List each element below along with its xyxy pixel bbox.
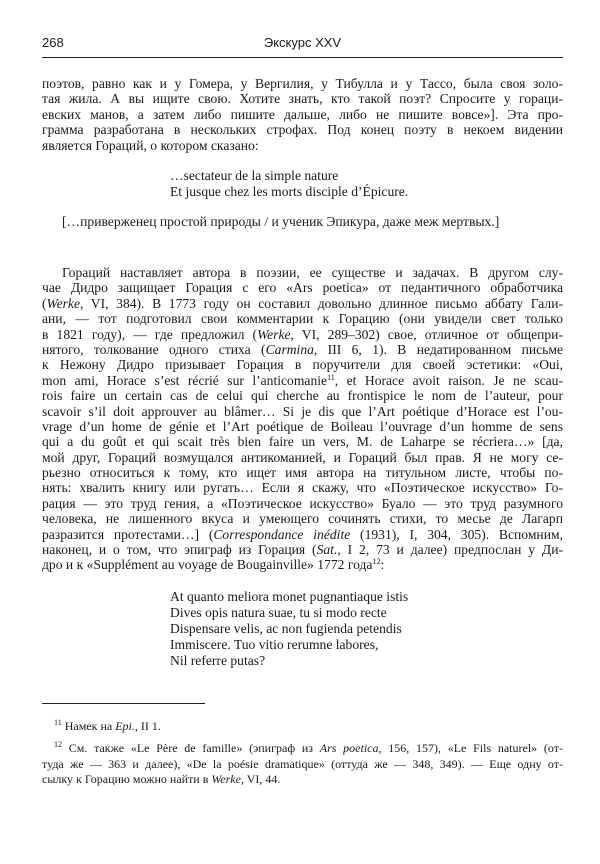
text-run: Намек на	[61, 719, 116, 733]
text-run: (1931), I, 304, 305). Вспомним,	[350, 526, 563, 542]
text-line	[170, 605, 408, 621]
text-run: разразится протестами…] (	[42, 526, 214, 542]
running-header	[42, 35, 563, 55]
text-run: Dives opis natura suae, tu si modo recte	[170, 605, 387, 620]
verse-translation	[62, 214, 562, 229]
text-run: рьезно относиться к тому, кто ищет имя автора на титульном листе, чтобы по-	[42, 465, 563, 481]
italic-text: Carmina	[265, 341, 314, 357]
text-run: (	[42, 295, 47, 311]
text-run: qui a du goût et qui scait très bien faire un vers, M. de Laharpe se récriera…» [да,	[42, 434, 563, 450]
text-line	[42, 138, 563, 153]
text-run: нять: хвалить книгу или ругать… Если я скажу, что «Поэтическое искусство» Го-	[42, 480, 563, 496]
text-line	[42, 327, 563, 342]
text-run: нятого, толкование одного стиха (	[42, 341, 266, 357]
verse-quote-french	[170, 168, 408, 200]
text-line	[170, 168, 408, 184]
text-line	[42, 76, 563, 91]
text-line	[42, 265, 563, 280]
text-line	[42, 542, 563, 557]
text-line	[42, 741, 563, 757]
text-line	[42, 480, 563, 495]
text-run: …sectateur de la simple nature	[170, 168, 339, 183]
text-run: , VI, 384). В 1773 году он составил довольно длинное письмо аббату Гали-	[80, 295, 563, 311]
text-run: грамма разработана в нескольких строфах. Под конец поэту в некоем видении	[42, 122, 563, 138]
footnote-12	[42, 741, 563, 788]
text-line	[170, 637, 408, 653]
text-run: дро и к «Supplément au voyage de Bougainville» 1772 года	[42, 557, 373, 573]
text-run: , 156, 157), «Le Fils naturel» (от-	[378, 741, 563, 755]
footnote-marker: 11	[327, 372, 335, 382]
text-line	[170, 653, 408, 669]
text-line	[42, 91, 563, 106]
text-run: человека, не лишенного вкуса и умеющего сочинять стихи, то месье де Лагарп	[42, 511, 563, 527]
text-run: чае Дидро защищает Горация с его «Ars poetica» от педантичного обработчика	[42, 280, 563, 296]
text-run: рация — это труд гения, а «Поэтическое искусство» Буало — это труд разумного	[42, 495, 563, 511]
text-line	[42, 373, 563, 388]
italic-text: Epi.	[115, 719, 135, 733]
text-line	[42, 496, 563, 511]
italic-text: Werke	[46, 295, 80, 311]
text-line	[42, 465, 563, 480]
text-run: vrage d’un home de génie et l’Art poétique de Boileau l’ouvrage d’un homme de sens	[42, 418, 563, 434]
footnote-rule	[42, 703, 205, 704]
text-line	[42, 280, 563, 295]
text-line	[42, 107, 563, 122]
text-run: Immiscere. Tuo vitio rerumne labores,	[170, 637, 379, 652]
italic-text: Correspondance inédite	[213, 526, 351, 542]
text-line	[42, 388, 563, 403]
text-line	[62, 214, 562, 229]
text-run: :	[380, 557, 385, 573]
text-run: евских манов, а затем либо пишите дальше, либо не пишите вовсе»]. Эта про-	[42, 106, 563, 122]
text-run: At quanto meliora monet pugnantiaque istis	[170, 589, 409, 604]
text-line	[42, 557, 563, 572]
text-line	[42, 122, 563, 137]
running-title: Экскурс XXV	[263, 35, 342, 50]
footnote-marker: 12	[372, 557, 381, 567]
italic-text: Werke	[257, 326, 291, 342]
text-line	[42, 342, 563, 357]
text-run: , et Horace avoit raison. Je ne scau-	[334, 372, 564, 388]
text-line	[170, 184, 408, 200]
text-run: , VI, 289–302) свое, отличное от общепри-	[290, 326, 563, 342]
text-run: , III 6, 1). В недатированном письме	[313, 341, 563, 357]
italic-text: Werke	[211, 772, 241, 786]
page-number: 268	[42, 35, 64, 50]
text-line	[42, 719, 563, 735]
footnote-marker: 11	[54, 718, 62, 727]
text-run: тая жила. А вы ищите свою. Хотите знать, кто такой поэт? Спросите у гораци-	[42, 91, 563, 107]
text-line	[170, 589, 408, 605]
text-run: ани, — тот подготовил свои комментарии к Горацию (они увидели свет только	[42, 311, 563, 327]
text-run: Dispensare velis, ac non fugienda petendis	[170, 621, 402, 636]
text-run: поэтов, равно как и у Гомера, у Вергилия, у Тибулла и у Тассо, была своя золо-	[42, 76, 563, 91]
text-run: является Гораций, о котором сказано:	[42, 137, 259, 153]
text-line	[42, 434, 563, 449]
text-run: мой друг, Гораций возмущался антикоманией, и Гораций был прав. Я не могу се-	[42, 449, 563, 465]
text-line	[42, 296, 563, 311]
text-run: scavoir s’il doit approuver au blâmer… Si je dis que l’Art poétique d’Horace est l’ou-	[42, 403, 563, 419]
text-run: См. также «Le Père de famille» (эпиграф из	[62, 741, 320, 755]
text-line	[42, 757, 563, 773]
italic-text: Sat.	[316, 542, 338, 558]
text-run: […приверженец простой природы / и ученик Эпикура, даже меж мертвых.]	[62, 214, 500, 229]
text-run: к Нежону Дидро призывает Горация в поручители для своей эстетики: «Oui,	[42, 357, 563, 373]
header-rule	[42, 57, 563, 58]
footnote-11	[42, 719, 563, 735]
paragraph-1	[42, 76, 563, 153]
verse-quote-latin	[170, 589, 408, 669]
text-run: наконец, и о том, что эпиграф из Горация (	[42, 542, 317, 558]
text-line	[42, 450, 563, 465]
text-run: rois faire un certain cas de celui qui cherche au frontispice le nom de l’auteur, pour	[42, 388, 563, 404]
text-run: , VI, 44.	[240, 772, 281, 786]
text-line	[42, 511, 563, 526]
text-line	[42, 311, 563, 326]
text-run: сылку к Горацию можно найти в	[42, 772, 212, 786]
text-run: туда же — 363 и далее), «De la poésie dramatique» (оттуда же — 348, 349). — Еще одну от-	[42, 756, 563, 771]
text-run: Nil referre putas?	[170, 653, 266, 668]
text-run: mon ami, Horace s’est récrié sur l’anticomanie	[42, 372, 328, 388]
text-run: , II 1.	[134, 719, 161, 733]
text-line	[42, 419, 563, 434]
text-line	[42, 357, 563, 372]
text-line	[42, 527, 563, 542]
text-line	[42, 404, 563, 419]
text-run: Et jusque chez les morts disciple d’Épicure.	[170, 184, 409, 199]
text-run: Гораций наставляет автора в поэзии, ее существе и задачах. В другом слу-	[62, 265, 563, 280]
italic-text: Ars poetica	[319, 741, 379, 755]
text-run: , I 2, 73 и далее) предпослан у Ди-	[337, 542, 563, 558]
text-line	[42, 772, 563, 788]
text-line	[170, 621, 408, 637]
paragraph-2	[42, 265, 563, 573]
footnote-marker: 12	[54, 740, 62, 749]
text-run: в 1821 году), — где предложил (	[42, 326, 258, 342]
